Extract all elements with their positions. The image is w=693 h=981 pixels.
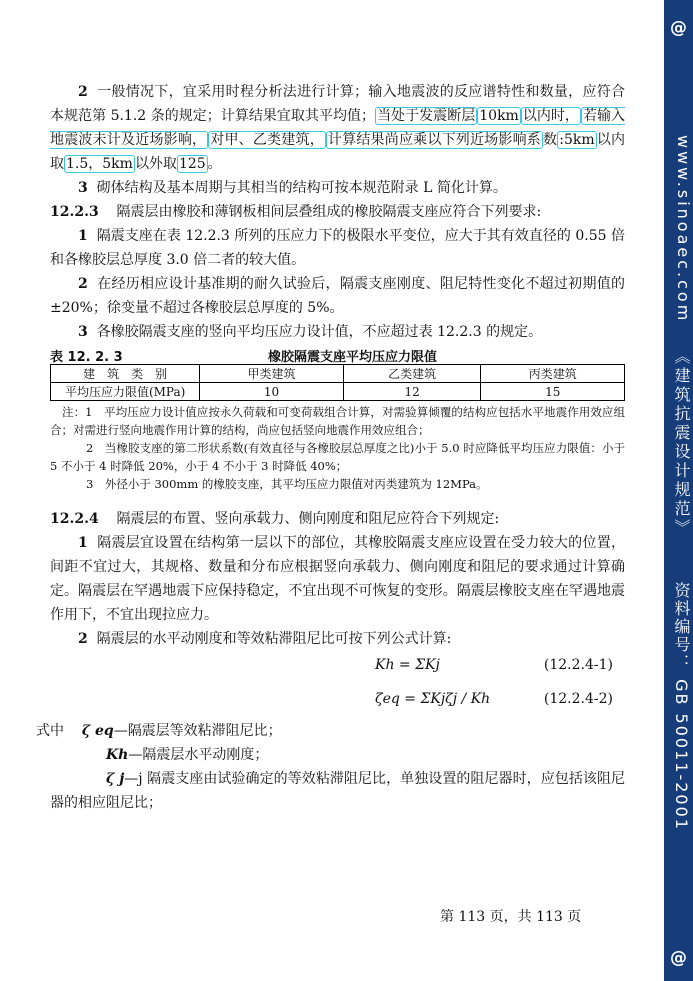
text: 数: [543, 132, 558, 148]
symbol-desc: —隔震层等效粘滞阻尼比；: [113, 723, 282, 739]
symbol-desc: —隔震层水平动刚度；: [128, 747, 269, 763]
table-header-cell: 建 筑 类 别: [51, 365, 200, 383]
s1223-item-1: [50, 224, 625, 272]
text: 以内取: [50, 132, 626, 172]
item-2-paragraph: [50, 80, 625, 176]
table-notes: [50, 403, 625, 493]
item-number: 1: [78, 228, 88, 244]
table-cell: 10: [200, 383, 344, 401]
highlight: 对甲、乙类建筑，: [210, 132, 324, 148]
table-row: [51, 383, 625, 401]
highlight: 当处于发震断层: [377, 108, 476, 124]
item-text: 隔震层的水平动刚度和等效粘滞阻尼比可按下列公式计算:: [96, 631, 452, 647]
symbol-def-zeta-j: [50, 767, 625, 815]
note-2: 2 当橡胶支座的第二形状系数(有效直径与各橡胶层总厚度之比)小于 5.0 时应降低平均压应力限值：小于 5 不小于 4 时降低 20%，小于 4 不小于 3 时降低 40%；: [50, 441, 625, 473]
highlight: 1.5，5km: [66, 156, 133, 172]
formula-expression: Kh = ΣKj: [375, 657, 440, 673]
item-text: 一般情况下，宜采用时程分析法进行计算；输入地震波的反应谱特性和数量，应符合本规范第 5.1.2 条的规定；计算结果宜取其平均值；: [50, 84, 626, 124]
table-header-cell: 甲类建筑: [200, 365, 344, 383]
note-1: 注：1 平均压应力设计值应按永久荷载和可变荷载组合计算，对需验算倾覆的结构应包括水平地震作用效应组合；对需进行竖向地震作用计算的结构，尚应包括竖向地震作用效应组合；: [50, 405, 625, 437]
formula-expression: ζeq = ΣKjζj / Kh: [375, 691, 491, 707]
highlight: 10km: [479, 108, 519, 124]
section-text: 隔震层的布置、竖向承载力、侧向刚度和阻尼应符合下列规定:: [116, 511, 500, 527]
section-text: 隔震层由橡胶和薄钢板相间层叠组成的橡胶隔震支座应符合下列要求:: [116, 204, 542, 220]
section-number: 12.2.3: [50, 204, 99, 220]
note-3: 3 外径小于 300mm 的橡胶支座，其平均压应力限值对丙类建筑为 12MPa。: [86, 477, 488, 491]
document-body: [36, 80, 626, 815]
item-number: 3: [78, 324, 88, 340]
formula-1: [50, 651, 625, 685]
item-number: 2: [78, 84, 88, 100]
table-cell: 15: [481, 383, 625, 401]
sidebar-doc-code: 资料编号： GB 50011-2001: [672, 582, 691, 831]
highlight: 计算结果尚应乘以下列近场影响系: [327, 132, 542, 148]
item-text: 隔震支座在表 12.2.3 所列的压应力下的极限水平变位，应大于其有效直径的 0.55 倍和各橡胶层总厚度 3.0 倍二者的较大值。: [50, 228, 625, 268]
pressure-limit-table: [50, 364, 625, 401]
symbol-zeta-eq: ζ eq: [81, 723, 114, 739]
highlight: 若输入地震波未计及近场影响，: [50, 108, 626, 148]
symbol-def-kh: [50, 743, 625, 767]
text: 以外取: [134, 156, 177, 172]
table-caption: [50, 346, 625, 364]
highlight: :5km: [559, 132, 595, 148]
s1224-item-1: [50, 531, 625, 627]
highlight: 以内时，: [522, 108, 579, 124]
section-12-2-4: [50, 507, 625, 531]
item-number: 2: [78, 276, 88, 292]
symbol-lead: 式中: [36, 723, 64, 739]
table-cell: 12: [343, 383, 481, 401]
symbol-desc: —j 隔震支座由试验确定的等效粘滞阻尼比，单独设置的阻尼器时，应包括该阻尼器的相应阻尼比；: [50, 771, 625, 811]
item-text: 在经历相应设计基准期的耐久试验后，隔震支座刚度、阻尼特性变化不超过初期值的±20%；徐变量不超过各橡胶层总厚度的 5%。: [50, 276, 626, 316]
symbol-zeta-j: ζ j: [106, 771, 125, 787]
s1223-item-2: [50, 272, 625, 320]
s1223-item-3: [50, 320, 625, 344]
at-symbol-top: @: [670, 18, 687, 38]
table-header-row: [51, 365, 625, 383]
table-cell: 平均压应力限值(MPa): [51, 383, 200, 401]
sidebar-title: 《建筑抗震设计规范》: [672, 348, 691, 538]
at-symbol-bottom: @: [670, 948, 687, 968]
section-number: 12.2.4: [50, 511, 99, 527]
item-number: 1: [78, 535, 88, 551]
sidebar-url: www.sinoaec.com: [674, 135, 693, 324]
highlight: 125: [178, 156, 206, 172]
equation-number: (12.2.4-2): [543, 691, 613, 707]
item-3-paragraph: [50, 176, 625, 200]
item-text: 各橡胶隔震支座的竖向平均压应力设计值，不应超过表 12.2.3 的规定。: [96, 324, 543, 340]
item-text: 隔震层宜设置在结构第一层以下的部位，其橡胶隔震支座应设置在受力较大的位置，间距不宜过大，其规格、数量和分布应根据竖向承载力、侧向刚度和阻尼的要求通过计算确定。隔震层在罕遇地震下应保持稳定，不宜出现不可恢复的变形。隔震层橡胶支座在罕遇地震作用下，不宜出现拉应力。: [50, 535, 626, 623]
table-header-cell: 乙类建筑: [343, 365, 481, 383]
item-number: 3: [78, 180, 88, 196]
item-number: 2: [78, 631, 88, 647]
equation-number: (12.2.4-1): [543, 657, 613, 673]
s1224-item-2: [50, 627, 625, 651]
formula-2: [50, 685, 625, 719]
text: 。: [207, 156, 222, 172]
sidebar-banner: [664, 0, 693, 981]
section-12-2-3: [50, 200, 625, 224]
symbol-kh: Kh: [106, 747, 129, 763]
symbol-def-zeta-eq: [36, 719, 625, 743]
page-footer: 第 113 页，共 113 页: [440, 909, 582, 925]
table-title: 橡胶隔震支座平均压应力限值: [268, 350, 438, 365]
table-header-cell: 丙类建筑: [481, 365, 625, 383]
item-text: 砌体结构及基本周期与其相当的结构可按本规范附录 L 简化计算。: [96, 180, 507, 196]
table-number: 表 12. 2. 3: [50, 350, 123, 365]
